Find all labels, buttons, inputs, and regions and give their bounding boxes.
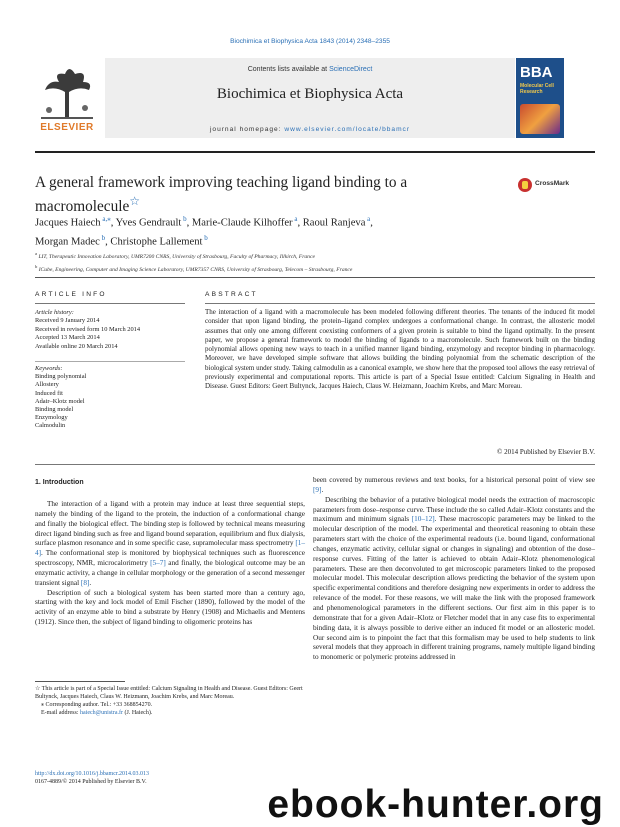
issn-line: 0167-4889/© 2014 Published by Elsevier B.V.: [35, 779, 147, 785]
contents-prefix: Contents lists available at: [247, 66, 328, 73]
homepage-prefix: journal homepage:: [209, 126, 282, 133]
author-affiliation-marker[interactable]: a: [292, 215, 298, 223]
reference-link[interactable]: [10–12]: [411, 515, 435, 524]
header-divider: [35, 277, 595, 278]
keyword: Binding model: [35, 406, 74, 414]
author-name[interactable]: Jacques Haiech: [35, 217, 101, 229]
author-affiliation-marker[interactable]: a: [365, 215, 371, 223]
keyword: Induced fit: [35, 389, 63, 397]
keyword: Enzymology: [35, 414, 68, 422]
history-item: Received in revised form 10 March 2014: [35, 325, 141, 333]
cover-artwork: [520, 104, 560, 134]
doi-block: [35, 770, 149, 786]
journal-homepage-line: [105, 126, 515, 133]
journal-cover-thumbnail[interactable]: [516, 58, 564, 138]
article-title-text: A general framework improving teaching ligand binding to a macromolecule: [35, 174, 408, 216]
history-item: Received 9 January 2014: [35, 317, 100, 325]
affiliation: [35, 262, 595, 275]
crossmark-badge[interactable]: [518, 178, 598, 194]
text-run: (J. Haiech).: [123, 709, 153, 716]
journal-banner: [105, 58, 515, 138]
reference-link[interactable]: haiech@unistra.fr: [80, 709, 124, 716]
text-run: E-mail address:: [41, 709, 80, 716]
keywords-rule: [35, 361, 185, 362]
text-run: .: [89, 578, 92, 587]
footnote: [35, 686, 305, 702]
text-run: ☆ This article is part of a Special Issue entitled: Calcium Signaling in Health and Disease. Guest Editors: Geert Bultynck, Jacques Haiech, Claus W. Heizmann, Joachim Krebs, and Marc Moreau.: [35, 686, 303, 700]
paragraph: [313, 476, 595, 496]
crossmark-label: CrossMark: [535, 180, 570, 187]
author-name[interactable]: , Raoul Ranjeva: [297, 217, 366, 229]
contents-available-line: [105, 66, 515, 73]
affiliation-text: ICube, Engineering, Computer and Imaging Science Laboratory, UMR7357 CNRS, University of Strasbourg, Telecom – Strasbourg, France: [37, 266, 353, 273]
paragraph: [35, 500, 305, 589]
watermark: ebook-hunter.org: [267, 783, 604, 826]
text-run: Description of such a biological system has been started more than a century ago, starting with the key and lock model of Emil Fischer (1890), followed by the model of the activity of an enzyme able to bind a substrate by Henry (1908) and Michaelis and Mentens (1912). Since then, the subject of ligand binding to oligomeric proteins has: [35, 588, 305, 627]
affiliation-text: LIT, Therapeutic Innovation Laboratory, UMR7200 CNRS, University of Strasbourg, Faculty of Pharmacy, Illkirch, France: [37, 253, 315, 260]
elsevier-wordmark: ELSEVIER: [40, 122, 94, 133]
text-run: . These macroscopic parameters may be linked to the molecular description of the model. The experimental and theoretical reasoning to obtain these parameters start with the choice of the experimental readouts (i.e. bound ligand, conformational changes, enzymatic activity, cellular signal or changes in signaling) and obtention of the dose–response curves. Fitting of the latter is achieved to obtain Adair–Klotz phenomenological parameters. These are then deconvoluted to get microscopic parameters linked to the proposed molecular model. This molecular description allows predicting the behavior of the system upon specific experimental conditions and therefore designing new experiments in order to address the relevance of the model. For these reasons, we will make the link with the proposed framework and phenomenological parameters in the different sections. Our first aim in this paper is to demonstrate that for a given Adair–Klotz or Fletcher model that in any case fits to experimental binding data, it is always possible to derive either an induced fit model or an allosteric model. Our second aim is to pinpoint the fact that this formalism may be used to help students to link several models that they approach in different training programs, namely multiple ligand binding to monomeric or polymeric proteins addressed in: [313, 515, 595, 662]
journal-title: Biochimica et Biophysica Acta: [216, 86, 404, 102]
sciencedirect-link[interactable]: ScienceDirect: [329, 66, 373, 73]
affiliations: [35, 249, 595, 275]
journal-masthead: [35, 58, 595, 138]
keyword: Adair–Klotz model: [35, 397, 85, 405]
history-list: [35, 317, 185, 351]
abstract-heading: ABSTRACT: [205, 291, 258, 298]
text-run: . The conformational step is monitored by biophysical techniques such as fluorescence spectroscopy, NMR, microcalorimetry: [35, 549, 305, 568]
masthead-divider: [35, 151, 595, 153]
reference-link[interactable]: [8]: [80, 578, 90, 587]
author-name[interactable]: , Christophe Lallement: [105, 236, 203, 248]
body-left-column: [35, 500, 305, 628]
article-info-heading: ARTICLE INFO: [35, 291, 107, 298]
keyword-list: [35, 373, 185, 430]
footnote-rule: [35, 681, 125, 682]
keyword: Allostery: [35, 381, 59, 389]
article-history: [35, 309, 185, 351]
author-affiliation-marker[interactable]: b: [99, 233, 106, 242]
history-item: Accepted 13 March 2014: [35, 334, 100, 342]
abstract-rule: [205, 303, 595, 304]
cover-title: BBA: [520, 64, 553, 81]
title-footnote-star[interactable]: ☆: [129, 194, 141, 208]
abstract-copyright: © 2014 Published by Elsevier B.V.: [497, 448, 595, 456]
keyword: Binding polynomial: [35, 373, 87, 381]
doi-link[interactable]: http://dx.doi.org/10.1016/j.bbamcr.2014.03.013: [35, 771, 150, 777]
author-name[interactable]: , Yves Gendrault: [110, 217, 182, 229]
history-title: Article history:: [35, 309, 74, 316]
abstract-divider: [35, 464, 595, 465]
text-run: Describing the behavior of a putative biological model needs the extraction of macroscopic parameters from dose–response curve. These include the so called Adair–Klotz constants and the maximum and minimum signals: [313, 495, 595, 524]
article-title: [35, 174, 475, 216]
keywords-block: [35, 365, 185, 431]
history-item: Available online 20 March 2014: [35, 342, 118, 350]
affiliation: [35, 249, 595, 262]
footnotes: [35, 686, 305, 718]
author-name[interactable]: , Marie-Claude Kilhoffer: [186, 217, 293, 229]
affiliation-marker: b: [35, 263, 38, 269]
paragraph: [313, 496, 595, 663]
running-header[interactable]: Biochimica et Biophysica Acta 1843 (2014) 2348–2355: [230, 38, 390, 45]
text-run: ⁎ Corresponding author. Tel.: +33 368854270.: [41, 701, 153, 708]
footnote: [35, 710, 305, 718]
author-list: [35, 212, 595, 249]
affiliation-marker: a: [35, 251, 38, 256]
introduction-heading: 1. Introduction: [35, 479, 84, 486]
paragraph: [35, 589, 305, 628]
reference-link[interactable]: [9]: [313, 485, 322, 494]
body-right-column: [313, 476, 595, 663]
reference-link[interactable]: [1–4]: [35, 539, 305, 558]
author-name[interactable]: ,: [370, 217, 373, 229]
article-info-rule: [35, 303, 185, 304]
text-run: .: [321, 485, 324, 494]
author-affiliation-marker[interactable]: a,⁎: [100, 215, 111, 223]
author-line-1: [35, 212, 595, 231]
crossmark-icon: [518, 178, 532, 192]
keyword: Calmodulin: [35, 422, 66, 430]
text-run: and finally, the biological outcome may be an enzymatic activity, a change in cellular morphology or the generation of a second messenger transient signal: [35, 559, 305, 587]
footnote: [35, 702, 305, 710]
abstract-text: The interaction of a ligand with a macromolecule has been modeled following different theories. The tenants of the induced fit model consider that upon ligand binding, the protein–ligand complex undergoes a conformational change. In contrast, the allosteric model assumes that only one among different coexisting conformers of a given protein is suitable to bind the ligand optimally. In the present paper, we propose a general framework to model the binding of ligands to a macromolecule. Such framework built on the binding polynomial allows opening new ways to teach in a unified manner ligand binding, enzymology and receptor binding in pharmacology. Moreover, we have developed simple software that allows building the binding polynomial from the schematic description of the biological system under study. Taking calmodulin as a canonical example, we show here that the proposed tool allows the easy retrieval of previously experimental and computational reports. This article is part of a Special Issue entitled: Calcium Signaling in Health and Disease. Guest Editors: Geert Bultynck, Jacques Haiech, Claus W. Heizmann, Joachim Krebs, and Marc Moreau.: [205, 308, 595, 391]
author-line-2: [35, 231, 595, 250]
text-run: The interaction of a ligand with a protein may induce at least three sequential steps, namely the binding of the ligand to the protein, the induction of a conformational change and finally the biological effect. The binding step is followed by technical means measuring direct ligand binding such as free and ligand bound separation, equilibrium and flux dialysis, surface plasmon resonance and in some specific case, supramolecular mass spectrometry: [35, 500, 305, 548]
keywords-title: Keywords:: [35, 365, 63, 372]
author-affiliation-marker[interactable]: b: [181, 215, 187, 223]
text-run: been covered by numerous reviews and text books, for a historical personal point of view see: [313, 476, 595, 484]
cover-subtitle: Molecular Cell Research: [520, 83, 554, 95]
author-affiliation-marker[interactable]: b: [202, 233, 208, 242]
journal-homepage-link[interactable]: www.elsevier.com/locate/bbamcr: [284, 126, 411, 133]
reference-link[interactable]: [5–7]: [150, 559, 166, 568]
author-name[interactable]: Morgan Madec: [35, 236, 100, 248]
